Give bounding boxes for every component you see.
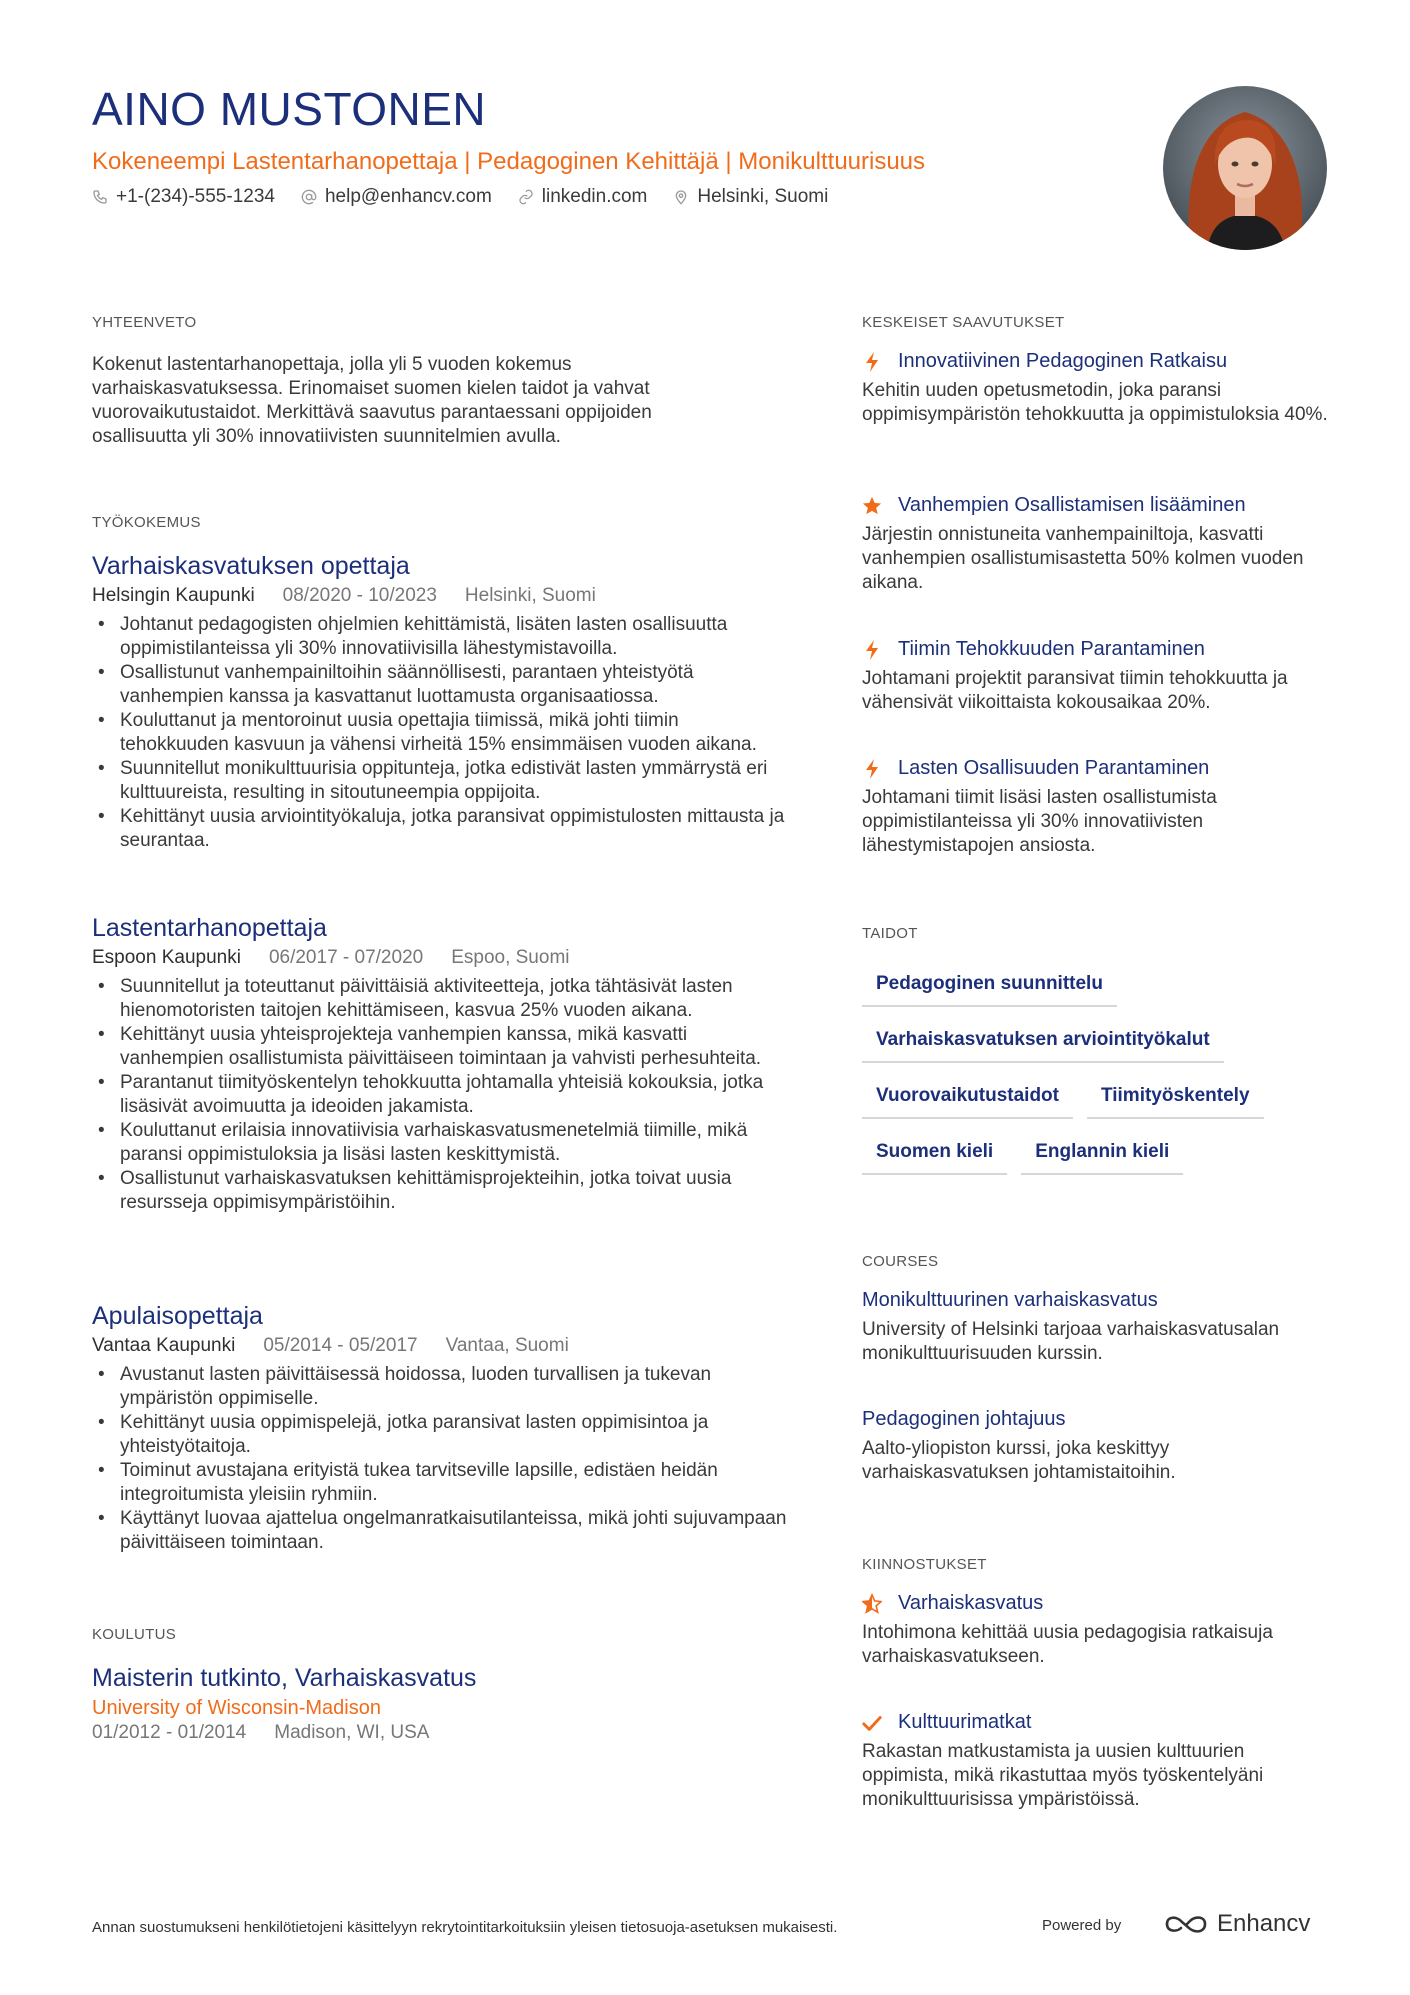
job-dates: 05/2014 - 05/2017: [263, 1335, 418, 1356]
job-meta: [92, 585, 792, 607]
job-company: Vantaa Kaupunki: [92, 1335, 236, 1356]
job-bullet: • Avustanut lasten päivittäisessä hoidossa, luoden turvallisen ja tukevan ympäristön oppimiselle.: [92, 1363, 792, 1411]
candidate-name: AINO MUSTONEN: [92, 83, 487, 135]
achievement-item: [862, 494, 1332, 595]
skills-section-title: TAIDOT: [862, 925, 918, 942]
email-text: help@enhancv.com: [324, 186, 492, 207]
job-bullet: • Kouluttanut erilaisia innovatiivisia varhaiskasvatusmenetelmiä tiimille, mikä paransi oppimistuloksia ja lisäsi lasten keskittymistä.: [92, 1119, 792, 1167]
job-location: Vantaa, Suomi: [445, 1335, 569, 1356]
achievement-title: Vanhempien Osallistamisen lisääminen: [898, 494, 1246, 516]
achievement-item: [862, 757, 1332, 858]
gdpr-consent-note: Annan suostumukseni henkilötietojeni käsittelyyn rekrytointitarkoituksiin yleisen tietosuoja-asetuksen mukaisesti.: [92, 1919, 838, 1936]
interest-item: [862, 1592, 1332, 1669]
summary-section-title: YHTEENVETO: [92, 314, 197, 331]
summary-text: Kokenut lastentarhanopettaja, jolla yli 5 vuoden kokemus varhaiskasvatuksessa. Erinomaiset suomen kielen taidot ja vahvat vuorovaikutustaidot. Merkittävä saavutus parantaessani oppijoiden osallisuutta yli 30% innovatiivisten suunnitelmien avulla.: [92, 354, 652, 447]
interest-text: Rakastan matkustamista ja uusien kulttuurien oppimista, mikä rikastuttaa myös työskentelyäni monikulttuurisissa ympäristöissä.: [862, 1741, 1264, 1810]
phone-icon: [92, 189, 108, 205]
contact-location: [673, 186, 828, 208]
job-bullets: [92, 975, 792, 1215]
job-meta: [92, 1335, 792, 1357]
job-bullet: • Suunnitellut monikulttuurisia oppitunteja, jotka edistivät lasten ymmärrystä eri kulttuureista, resulting in sitoutuneempia oppijoita.: [92, 757, 792, 805]
interest-text: Intohimona kehittää uusia pedagogisia ratkaisuja varhaiskasvatukseen.: [862, 1622, 1273, 1667]
job-bullet: • Suunnitellut ja toteuttanut päivittäisiä aktiviteetteja, jotka tähtäsivät lasten hienomotoristen taitojen kehittämiseen, kasvua 25% vuoden aikana.: [92, 975, 792, 1023]
course-item: [862, 1289, 1332, 1366]
achievement-item: [862, 638, 1332, 715]
profile-photo: [1163, 86, 1327, 250]
contact-linkedin[interactable]: [518, 186, 648, 208]
course-text: Aalto-yliopiston kurssi, joka keskittyy varhaiskasvatuksen johtamistaitoihin.: [862, 1438, 1176, 1483]
location-text: Helsinki, Suomi: [697, 186, 829, 207]
job-entry: [92, 1302, 792, 1555]
degree-title: Maisterin tutkinto, Varhaiskasvatus: [92, 1664, 477, 1692]
job-bullets: [92, 1363, 792, 1555]
job-title: Lastentarhanopettaja: [92, 914, 327, 942]
achievement-title: Tiimin Tehokkuuden Parantaminen: [898, 638, 1205, 660]
job-dates: 06/2017 - 07/2020: [268, 947, 424, 968]
job-bullets: [92, 613, 792, 853]
job-dates: 08/2020 - 10/2023: [282, 585, 437, 606]
linkedin-text: linkedin.com: [541, 186, 648, 207]
achievements-section-title: KESKEISET SAAVUTUKSET: [862, 314, 1065, 331]
job-company: Helsingin Kaupunki: [92, 585, 255, 606]
education-section-title: KOULUTUS: [92, 1626, 177, 1643]
education-location: Madison, WI, USA: [274, 1722, 430, 1743]
skill-tag: Englannin kieli: [1021, 1141, 1183, 1175]
achievement-title: Innovatiivinen Pedagoginen Ratkaisu: [898, 350, 1228, 372]
achievement-text: Johtamani projektit paransivat tiimin tehokkuutta ja vähensivät viikoittaista kokousaikaa 20%.: [862, 668, 1288, 713]
job-bullet: • Osallistunut vanhempainiltoihin säännöllisesti, parantaen yhteistyötä vanhempien kanssa ja kasvattanut luottamusta organisaatiossa.: [92, 661, 792, 709]
job-entry: [92, 552, 792, 853]
contact-email[interactable]: [301, 186, 492, 208]
star-icon: [862, 495, 882, 517]
phone-text: +1-(234)-555-1234: [116, 186, 275, 207]
achievement-text: Järjestin onnistuneita vanhempainiltoja, kasvatti vanhempien osallistumisastetta 50% kolmen vuoden aikana.: [862, 524, 1304, 593]
course-item: [862, 1408, 1332, 1485]
job-location: Espoo, Suomi: [451, 947, 570, 968]
education-entry: [92, 1664, 792, 1750]
course-title: Pedagoginen johtajuus: [862, 1408, 1066, 1430]
enhancv-logo[interactable]: [1163, 1910, 1310, 1938]
half-star-icon: [862, 1593, 882, 1615]
skill-tag: Tiimityöskentely: [1087, 1085, 1264, 1119]
interest-item: [862, 1711, 1332, 1812]
achievement-text: Johtamani tiimit lisäsi lasten osallistumista oppimistilanteissa yli 30% innovatiivisten lähestymistapojen ansiosta.: [862, 787, 1217, 856]
course-text: University of Helsinki tarjoaa varhaiskasvatusalan monikulttuurisuuden kurssin.: [862, 1319, 1280, 1364]
link-icon: [518, 189, 534, 205]
achievement-item: [862, 350, 1332, 427]
brand-name: Enhancv: [1217, 1910, 1311, 1937]
location-pin-icon: [673, 189, 689, 205]
experience-section-title: TYÖKOKEMUS: [92, 514, 201, 531]
contact-phone[interactable]: [92, 186, 275, 208]
skill-tag: Pedagoginen suunnittelu: [862, 973, 1117, 1007]
job-company: Espoon Kaupunki: [92, 947, 241, 968]
check-icon: [862, 1712, 882, 1734]
education-meta: [92, 1722, 792, 1744]
bolt-icon: [862, 351, 882, 373]
powered-by-label: Powered by: [1042, 1917, 1122, 1934]
contact-bar: [92, 186, 854, 208]
bolt-icon: [862, 758, 882, 780]
job-bullet: • Kehittänyt uusia oppimispelejä, jotka paransivat lasten oppimisintoa ja yhteistyötaitoja.: [92, 1411, 792, 1459]
course-title: Monikulttuurinen varhaiskasvatus: [862, 1289, 1158, 1311]
job-bullet: • Toiminut avustajana erityistä tukea tarvitseville lapsille, edistäen heidän integroitumista yleisiin ryhmiin.: [92, 1459, 792, 1507]
job-title: Apulaisopettaja: [92, 1302, 263, 1330]
achievement-text: Kehitin uuden opetusmetodin, joka paransi oppimisympäristön tehokkuutta ja oppimistuloksia 40%.: [862, 380, 1328, 425]
interest-title: Varhaiskasvatus: [898, 1592, 1044, 1614]
skill-tag: Suomen kieli: [862, 1141, 1007, 1175]
achievement-title: Lasten Osallisuuden Parantaminen: [898, 757, 1210, 779]
job-meta: [92, 947, 792, 969]
school-name: University of Wisconsin-Madison: [92, 1697, 381, 1719]
interest-title: Kulttuurimatkat: [898, 1711, 1032, 1733]
job-bullet: • Osallistunut varhaiskasvatuksen kehittämisprojekteihin, jotka toivat uusia resursseja oppimisympäristöihin.: [92, 1167, 792, 1215]
job-bullet: • Käyttänyt luovaa ajattelua ongelmanratkaisutilanteissa, mikä johti sujuvampaan päivittäiseen toimintaan.: [92, 1507, 792, 1555]
job-bullet: • Parantanut tiimityöskentelyn tehokkuutta johtamalla yhteisiä kokouksia, jotka lisäsivät avoimuutta ja ideoiden jakamista.: [92, 1071, 792, 1119]
job-bullet: • Kehittänyt uusia arviointityökaluja, jotka paransivat oppimistulosten mittausta ja seurantaa.: [92, 805, 792, 853]
at-icon: [301, 189, 317, 205]
headline: Kokeneempi Lastentarhanopettaja | Pedagoginen Kehittäjä | Monikulttuurisuus: [92, 148, 926, 175]
job-location: Helsinki, Suomi: [464, 585, 596, 606]
skill-tag: Vuorovaikutustaidot: [862, 1085, 1073, 1119]
infinity-logo-icon: [1163, 1912, 1209, 1936]
job-bullet: • Johtanut pedagogisten ohjelmien kehittämistä, lisäten lasten osallisuutta oppimistilanteissa yli 30% innovatiivisilla lähestymistavoilla.: [92, 613, 792, 661]
courses-section-title: COURSES: [862, 1253, 939, 1270]
interests-section-title: KIINNOSTUKSET: [862, 1556, 987, 1573]
job-bullet: • Kouluttanut ja mentoroinut uusia opettajia tiimissä, mikä johti tiimin tehokkuuden kasvuun ja vähensi virheitä 15% ensimmäisen vuoden aikana.: [92, 709, 792, 757]
skill-tag: Varhaiskasvatuksen arviointityökalut: [862, 1029, 1224, 1063]
job-entry: [92, 914, 792, 1215]
job-bullet: • Kehittänyt uusia yhteisprojekteja vanhempien kanssa, mikä kasvatti vanhempien osallistumista päivittäiseen toimintaan ja vahvisti perhesuhteita.: [92, 1023, 792, 1071]
education-dates: 01/2012 - 01/2014: [92, 1722, 247, 1743]
bolt-icon: [862, 639, 882, 661]
job-title: Varhaiskasvatuksen opettaja: [92, 552, 410, 580]
skills-list: [862, 973, 1332, 1197]
